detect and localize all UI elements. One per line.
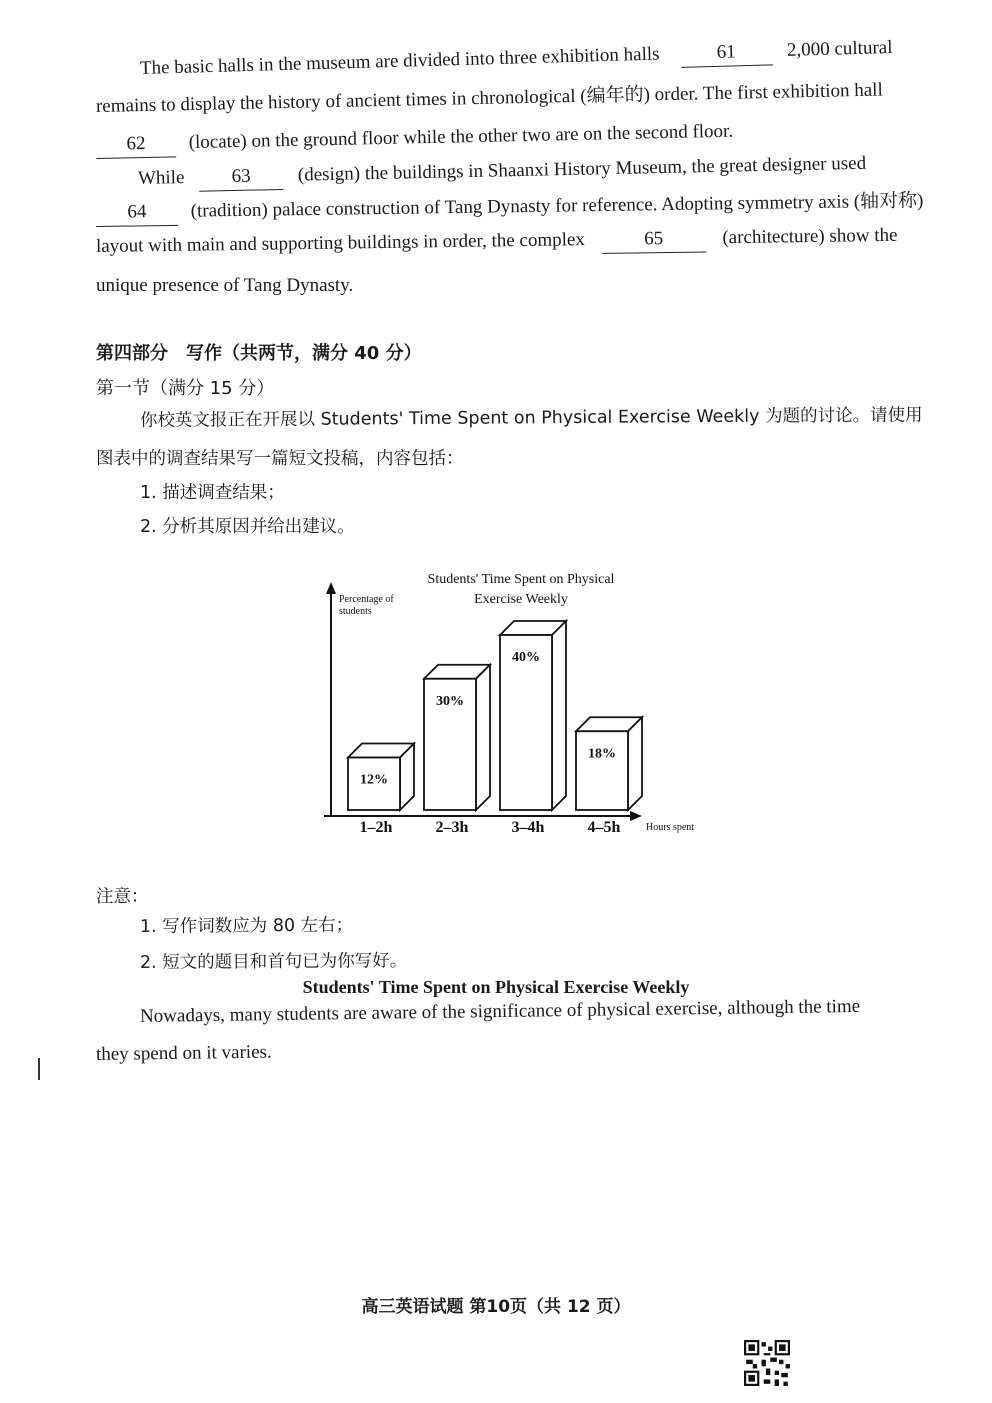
passage-text: (tradition) palace construction of Tang Dynasty for reference. Adopting symmetry axis (轴对称) [190, 190, 924, 222]
requirement-1: 1. 描述调查结果； [140, 483, 285, 503]
bar-2 [424, 665, 490, 836]
passage-line-7 [96, 273, 353, 299]
passage-text: unique presence of Tang Dynasty. [96, 275, 354, 296]
essay-title: Students' Time Spent on Physical Exercise Weekly [302, 977, 690, 997]
x-axis-label: Hours spent [646, 822, 695, 833]
section-heading: 第一节（满分 15 分） [96, 378, 275, 399]
passage-line-2 [96, 78, 883, 120]
notes-heading: 注意： [96, 887, 149, 907]
chart-title-line-1: Students' Time Spent on Physical [427, 572, 615, 587]
page-footer: 高三英语试题 第10页（共 12 页） [361, 1297, 631, 1317]
y-axis-arrow [326, 582, 336, 594]
x-axis-arrow [630, 811, 642, 821]
passage-text: The basic halls in the museum are divided into three exhibition halls [139, 43, 660, 79]
blank-63: 63 [199, 163, 284, 192]
blank-62: 62 [96, 130, 177, 159]
qr-code-icon [744, 1340, 790, 1386]
blank-61: 61 [680, 38, 773, 68]
x-tick-label: 1–2h [359, 819, 393, 836]
y-axis-label-line-2: students [339, 606, 372, 617]
bar-side-face [476, 665, 490, 810]
passage-text: 2,000 cultural [786, 36, 893, 61]
passage-line-5 [96, 188, 924, 227]
essay-line-1: Nowadays, many students are aware of the significance of physical exercise, although the time [139, 995, 861, 1027]
note-2: 2. 短文的题目和首句已为你写好。 [139, 951, 408, 973]
bar-chart [310, 560, 730, 850]
bar-data-label: 30% [436, 693, 464, 709]
margin-mark [38, 1058, 40, 1080]
bar-side-face [552, 621, 566, 810]
note-1: 1. 写作词数应为 80 左右； [139, 915, 354, 937]
passage-text: (design) the buildings in Shaanxi History Museum, the great designer used [297, 152, 867, 186]
passage-text: While [137, 167, 185, 189]
passage-text: remains to display the history of ancient times in chronological (编年的) order. The first exhibition hall [95, 79, 883, 117]
bar-group [348, 621, 642, 836]
bar-data-label: 18% [588, 746, 616, 762]
bar-3 [500, 621, 566, 836]
bar-data-label: 40% [512, 650, 540, 665]
x-tick-label: 2–3h [435, 819, 469, 836]
prompt-line-1: 你校英文报正在开展以 Students' Time Spent on Physical Exercise Weekly 为题的讨论。请使用 [139, 405, 923, 431]
bar-1 [348, 744, 414, 837]
essay-line-2: they spend on it varies. [95, 1041, 272, 1065]
passage-text: layout with main and supporting buildings in order, the complex [95, 229, 586, 257]
y-axis-label-line-1: Percentage of [339, 594, 394, 605]
blank-65: 65 [601, 225, 705, 253]
passage-line-1 [140, 35, 893, 83]
passage-text: (locate) on the ground floor while the other two are on the second floor. [188, 120, 734, 154]
passage-line-3 [96, 119, 734, 159]
requirement-2: 2. 分析其原因并给出建议。 [140, 517, 355, 537]
bar-side-face [628, 717, 642, 810]
passage-text: (architecture) show the [722, 224, 898, 249]
bar-front-face [576, 731, 628, 810]
prompt-line-2: 图表中的调查结果写一篇短文投稿，内容包括： [96, 449, 464, 469]
x-tick-label: 4–5h [587, 819, 621, 836]
chart-title-line-2: Exercise Weekly [474, 592, 568, 607]
passage-line-6 [96, 223, 898, 261]
x-tick-label: 3–4h [511, 819, 545, 836]
part-heading: 第四部分 写作（共两节，满分 40 分） [96, 343, 422, 364]
passage-line-4 [138, 151, 867, 193]
blank-64: 64 [96, 199, 178, 227]
bar-data-label: 12% [360, 772, 388, 788]
